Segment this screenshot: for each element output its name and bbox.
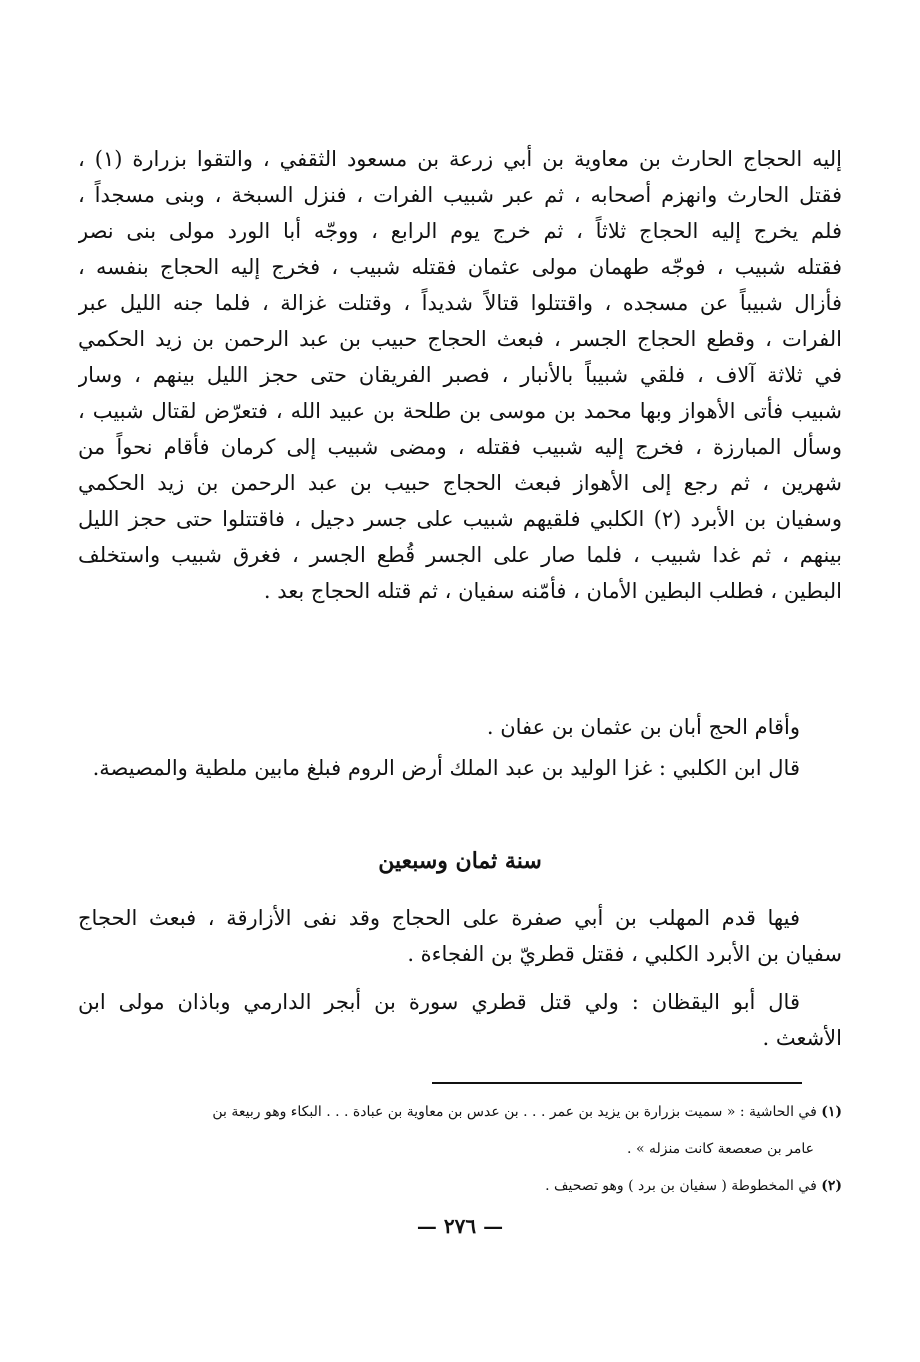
text-line: سفيان بن الأبرد الكلبي ، فقتل قطريّ بن الفجاءة . <box>407 942 842 966</box>
footnote-1-line <box>78 1098 842 1126</box>
text-line: البطين ، فطلب البطين الأمان ، فأمّنه سفيان ، ثم قتله الحجاج بعد . <box>263 579 842 603</box>
section-heading: سنة ثمان وسبعين <box>378 848 542 874</box>
paragraph-hajj: وأقام الحج أبان بن عثمان بن عفان . <box>486 715 800 739</box>
footnote-separator <box>432 1082 802 1084</box>
text-line: بينهم ، ثم غدا شبيب ، فلما صار على الجسر قُطع الجسر ، فغرق شبيب واستخلف <box>78 543 842 567</box>
text-line: الفرات ، وقطع الحجاج الجسر ، فبعث الحجاج حبيب بن عبد الرحمن بن زيد الحكمي <box>78 327 842 351</box>
footnote-2-line <box>78 1172 842 1200</box>
text-line: وسأل المبارزة ، فخرج إليه شبيب فقتله ، ومضى شبيب إلى كرمان فأقام نحواً من <box>78 435 842 459</box>
footnote-text: في الحاشية : « سميت بزرارة بن يزيد بن عمر . . . بن عدس بن معاوية بن عبادة . . . البكاء وهو ربيعة بن <box>212 1104 817 1120</box>
footnote-number: (١) <box>821 1104 842 1120</box>
text-line: فلم يخرج إليه الحجاج ثلاثاً ، ثم خرج يوم الرابع ، ووجّه أبا الورد مولى بنى نصر <box>78 219 842 243</box>
text-line: شهرين ، ثم رجع إلى الأهواز فبعث الحجاج حبيب بن عبد الرحمن بن زيد الحكمي <box>78 471 842 495</box>
paragraph-ibn-kalbi: قال ابن الكلبي : غزا الوليد بن عبد الملك أرض الروم فبلغ مابين ملطية والمصيصة. <box>92 756 800 780</box>
text-line: وسفيان بن الأبرد (٢) الكلبي فلقيهم شبيب على جسر دجيل ، فاقتتلوا حتى حجز الليل <box>78 507 842 531</box>
page-number: — ٢٧٦ — <box>416 1214 504 1238</box>
text-line: فقتل الحارث وانهزم أصحابه ، ثم عبر شبيب الفرات ، فنزل السبخة ، وبنى مسجداً ، <box>78 183 842 207</box>
footnote-number: (٢) <box>821 1178 842 1194</box>
text-line: فيها قدم المهلب بن أبي صفرة على الحجاج وقد نفى الأزارقة ، فبعث الحجاج <box>78 906 800 930</box>
text-line: في ثلاثة آلاف ، فلقي شبيباً بالأنبار ، فصبر الفريقان حتى حجز الليل بينهم ، وسار <box>78 363 842 387</box>
text-line: فأزال شبيباً عن مسجده ، واقتتلوا قتالاً شديداً ، وقتلت غزالة ، فلما جنه الليل عبر <box>78 291 842 315</box>
text-line: فقتله شبيب ، فوجّه طهمان مولى عثمان فقتله شبيب ، فخرج إليه الحجاج بنفسه ، <box>78 255 842 279</box>
footnote-text: في المخطوطة ( سفيان بن برد ) وهو تصحيف . <box>545 1178 817 1194</box>
text-line: شبيب فأتى الأهواز وبها محمد بن موسى بن طلحة بن عبيد الله ، فتعرّض لقتال شبيب ، <box>78 399 842 423</box>
text-line: إليه الحجاج الحارث بن معاوية بن أبي زرعة بن مسعود الثقفي ، والتقوا بزرارة (١) ، <box>78 147 842 171</box>
text-line: الأشعث . <box>762 1026 842 1050</box>
text-line: قال أبو اليقظان : ولي قتل قطري سورة بن أبجر الدارمي وباذان مولى ابن <box>78 990 800 1014</box>
footnote-1-continuation: عامر بن صعصعة كانت منزله » . <box>627 1141 814 1157</box>
